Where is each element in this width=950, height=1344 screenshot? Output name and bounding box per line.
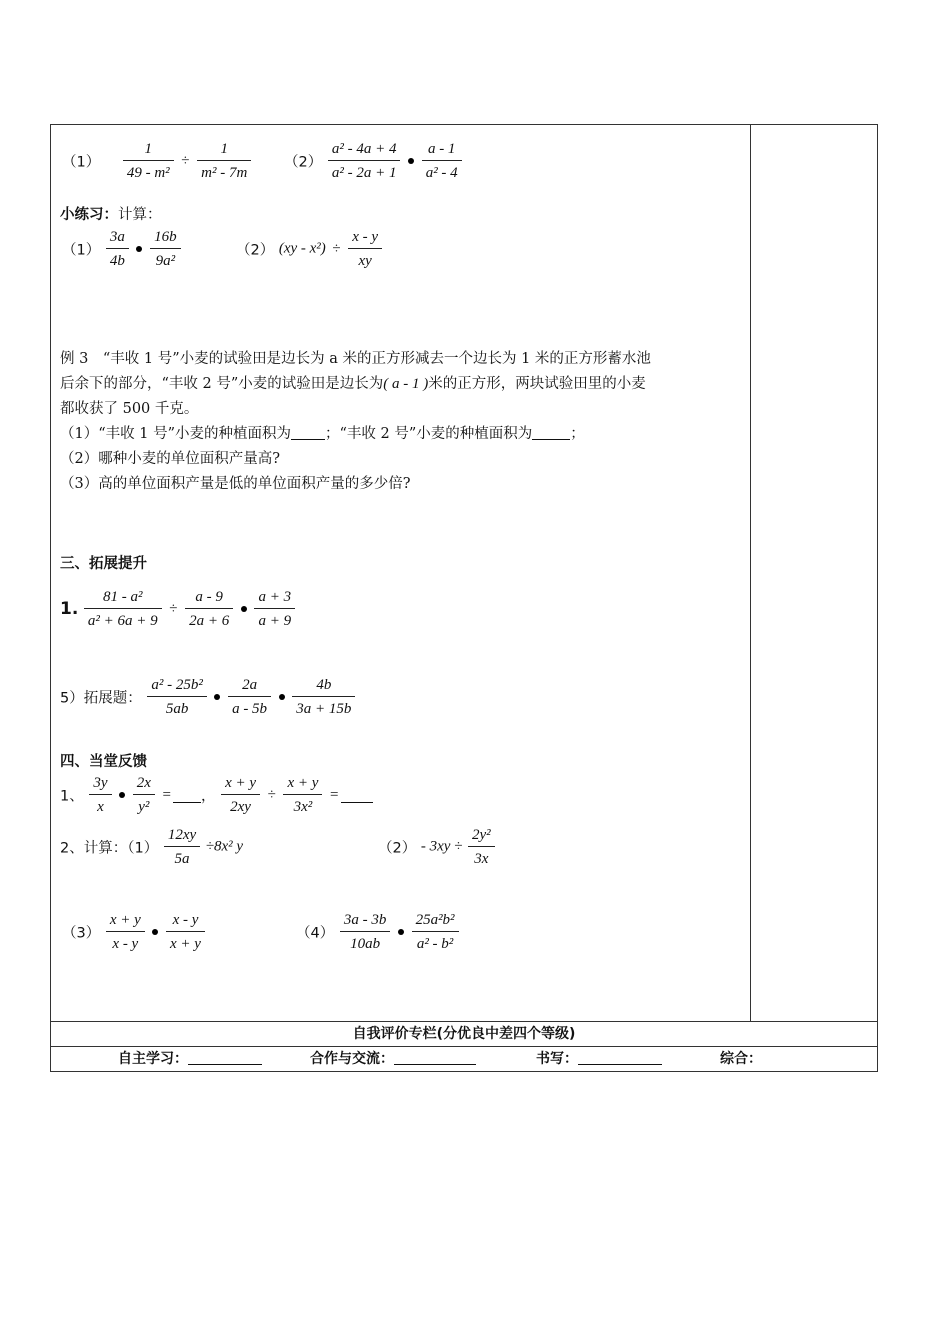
fraction — [150, 228, 181, 270]
denominator: 5ab — [165, 701, 189, 717]
denominator: 5a — [174, 851, 190, 867]
fraction — [254, 588, 295, 630]
fraction — [89, 774, 111, 816]
evaluation-row — [50, 1047, 878, 1072]
denominator: 3x² — [293, 799, 313, 815]
denominator: 2xy — [230, 799, 251, 815]
problem-1 — [62, 140, 252, 182]
problem-label: 1. — [60, 599, 79, 619]
denominator: 4b — [109, 253, 125, 269]
answer-blank[interactable] — [173, 787, 201, 803]
example-line: 例 3 “丰收 1 号”小麦的试验田是边长为 a 米的正方形减去一个边长为 1 米的正方形蓄水池 — [60, 351, 651, 367]
problem-label: 2、计算：（1） — [60, 840, 159, 857]
extension-problem-5 — [60, 676, 356, 718]
divide-operator: ÷ — [332, 240, 341, 257]
problem-label: （4） — [296, 925, 335, 942]
fraction — [228, 676, 271, 718]
field-label: 综合： — [720, 1051, 762, 1067]
fraction — [292, 676, 355, 718]
answer-blank[interactable] — [291, 424, 325, 440]
overall-field — [720, 1047, 762, 1072]
fraction — [185, 588, 233, 630]
denominator: 2a + 6 — [189, 613, 230, 629]
fraction — [328, 140, 401, 182]
practice-subtitle: 计算： — [118, 207, 162, 223]
fraction — [106, 911, 145, 953]
field-label: 合作与交流： — [310, 1051, 394, 1067]
expression: - 3xy ÷ — [420, 838, 463, 855]
feedback-1 — [60, 774, 373, 816]
numerator: x - y — [348, 228, 382, 249]
cooperation-field — [310, 1047, 476, 1072]
multiply-dot — [119, 792, 125, 798]
example-text: 米的正方形，两块试验田里的小麦 — [428, 376, 646, 392]
numerator: x + y — [106, 911, 145, 932]
writing-blank[interactable] — [578, 1048, 662, 1065]
multiply-dot — [279, 694, 285, 700]
question-text: ；“丰收 2 号”小麦的种植面积为 — [325, 426, 533, 442]
denominator: x - y — [112, 936, 139, 952]
fraction — [348, 228, 382, 270]
equals-sign: = — [162, 786, 171, 803]
numerator: x + y — [283, 774, 322, 795]
multiply-dot — [214, 694, 220, 700]
field-label: 自主学习： — [118, 1051, 188, 1067]
numerator: 3a — [106, 228, 129, 249]
example-question-1 — [60, 422, 744, 447]
fraction — [468, 826, 495, 868]
evaluation-title: 自我评价专栏(分优良中差四个等级) — [352, 1026, 576, 1042]
section-title: 四、当堂反馈 — [60, 754, 147, 770]
field-label: 书写： — [536, 1051, 578, 1067]
numerator: 3a - 3b — [340, 911, 391, 932]
denominator: a² + 6a + 9 — [87, 613, 158, 629]
expression: ( a - 1 ) — [383, 376, 429, 392]
feedback-2-3 — [62, 911, 206, 953]
problem-2 — [284, 140, 463, 182]
question-text: （1）“丰收 1 号”小麦的种植面积为 — [60, 426, 291, 442]
fraction — [197, 140, 251, 182]
fraction — [412, 911, 459, 953]
numerator: 12xy — [164, 826, 200, 847]
denominator: 9a² — [155, 253, 176, 269]
equals-sign: = — [330, 786, 339, 803]
separator: ， — [200, 788, 216, 805]
multiply-dot — [408, 158, 414, 164]
example-3 — [60, 347, 744, 497]
fraction — [166, 911, 205, 953]
problem-label: （1） — [62, 242, 101, 259]
expression: ÷8x² y — [205, 838, 244, 855]
multiply-dot — [136, 246, 142, 252]
practice-q1 — [62, 228, 182, 270]
example-question-3: （3）高的单位面积产量是低的单位面积产量的多少倍? — [60, 476, 411, 492]
denominator: m² - 7m — [201, 165, 248, 181]
fraction — [164, 826, 200, 868]
answer-blank[interactable] — [341, 787, 373, 803]
numerator: 2x — [133, 774, 155, 795]
fraction — [123, 140, 174, 182]
numerator: a - 1 — [422, 140, 462, 161]
numerator: 2a — [228, 676, 271, 697]
numerator: 3y — [89, 774, 111, 795]
numerator: a² - 4a + 4 — [328, 140, 401, 161]
denominator: xy — [358, 253, 372, 269]
numerator: 1 — [123, 140, 174, 161]
denominator: a² - 2a + 1 — [331, 165, 397, 181]
answer-blank[interactable] — [532, 424, 570, 440]
denominator: y² — [138, 799, 150, 815]
practice-q2 — [236, 228, 383, 270]
fraction — [221, 774, 260, 816]
denominator: a² - 4 — [425, 165, 458, 181]
question-text: ； — [570, 426, 585, 442]
feedback-2-2 — [378, 826, 496, 868]
problem-label: （1） — [62, 154, 101, 171]
problem-label: 1、 — [60, 788, 84, 805]
multiply-dot — [241, 606, 247, 612]
expression: (xy - x²) — [278, 240, 326, 257]
problem-label: 5）拓展题： — [60, 690, 142, 707]
denominator: 3a + 15b — [296, 701, 352, 717]
denominator: 3x — [474, 851, 489, 867]
numerator: a² - 25b² — [147, 676, 207, 697]
problem-label: （2） — [236, 242, 275, 259]
multiply-dot — [152, 929, 158, 935]
denominator: x — [97, 799, 104, 815]
denominator: 10ab — [350, 936, 381, 952]
numerator: x - y — [166, 911, 205, 932]
example-line — [60, 372, 744, 397]
fraction — [106, 228, 129, 270]
denominator: a - 5b — [232, 701, 268, 717]
feedback-2-1 — [60, 826, 243, 868]
divide-operator: ÷ — [169, 600, 178, 617]
denominator: a² - b² — [416, 936, 454, 952]
fraction — [422, 140, 462, 182]
numerator: 1 — [197, 140, 251, 161]
fraction — [84, 588, 162, 630]
example-text: 后余下的部分，“丰收 2 号”小麦的试验田是边长为 — [60, 376, 384, 392]
example-line: 都收获了 500 千克。 — [60, 401, 199, 417]
denominator: 49 - m² — [126, 165, 170, 181]
fraction — [147, 676, 207, 718]
feedback-2-4 — [296, 911, 460, 953]
numerator: 16b — [150, 228, 181, 249]
extension-problem-1 — [60, 588, 296, 630]
numerator: 2y² — [468, 826, 495, 847]
denominator: a + 9 — [258, 613, 292, 629]
example-question-2: （2）哪种小麦的单位面积产量高? — [60, 451, 280, 467]
practice-heading — [60, 203, 162, 224]
problem-label: （2） — [378, 840, 417, 857]
fraction — [283, 774, 322, 816]
numerator: 4b — [292, 676, 355, 697]
numerator: a - 9 — [185, 588, 233, 609]
problem-label: （2） — [284, 154, 323, 171]
section-title: 三、拓展提升 — [60, 556, 147, 572]
writing-field — [536, 1047, 662, 1072]
self-study-blank[interactable] — [188, 1048, 262, 1065]
numerator: 25a²b² — [412, 911, 459, 932]
divide-operator: ÷ — [181, 152, 190, 169]
practice-title: 小练习： — [60, 207, 118, 223]
self-study-field — [118, 1047, 262, 1072]
numerator: x + y — [221, 774, 260, 795]
denominator: x + y — [170, 936, 201, 952]
divide-operator: ÷ — [267, 786, 276, 803]
problem-label: （3） — [62, 925, 101, 942]
column-divider — [750, 124, 751, 1021]
cooperation-blank[interactable] — [394, 1048, 476, 1065]
multiply-dot — [398, 929, 404, 935]
fraction — [340, 911, 391, 953]
numerator: 81 - a² — [84, 588, 162, 609]
fraction — [133, 774, 155, 816]
numerator: a + 3 — [254, 588, 295, 609]
